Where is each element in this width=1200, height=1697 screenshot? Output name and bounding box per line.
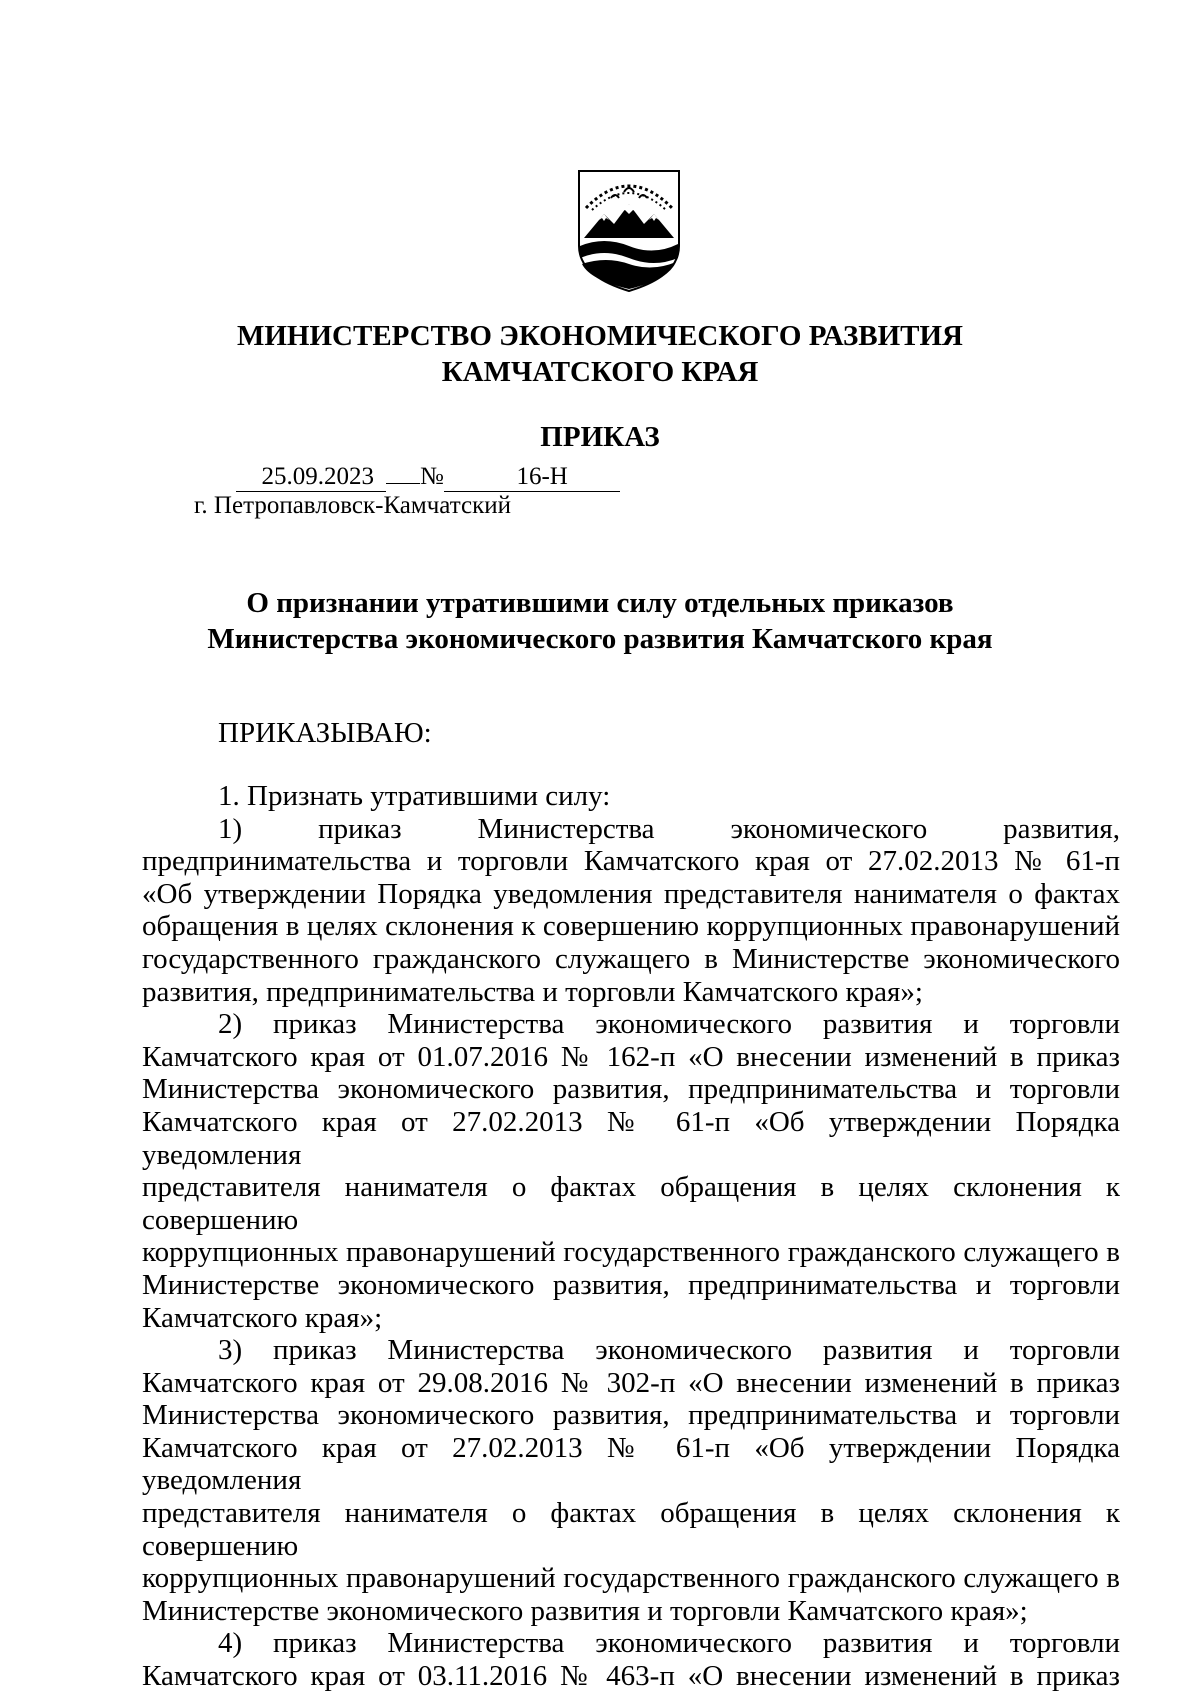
list-item (142, 813, 1120, 1009)
subject-line-1: О признании утратившими силу отдельных приказов (246, 587, 954, 619)
document-body (142, 780, 1120, 1693)
item-2-line: Камчатского края от 01.07.2016 № 162-п «О внесении изменений в приказ (142, 1040, 1120, 1073)
item-2-line: Камчатского края от 27.02.2013 № 61-п «Об утверждении Порядка уведомления (142, 1105, 1120, 1171)
item-3-line: 3) приказ Министерства экономического развития и торговли (218, 1334, 1120, 1367)
point-1: 1. Признать утратившими силу: (218, 780, 611, 812)
subject-line-2: Министерства экономического развития Камчатского края (207, 623, 993, 655)
list-item (142, 1334, 1120, 1627)
item-3-line: Министерстве экономического развития и торговли Камчатского края»; (142, 1594, 1028, 1627)
item-1-line: 1) приказ Министерства экономического развития, (218, 812, 1120, 845)
item-4-line: Камчатского края от 03.11.2016 № 463-п «О внесении изменений в приказ (142, 1660, 1120, 1693)
item-3-line: Камчатского края от 29.08.2016 № 302-п «О внесении изменений в приказ (142, 1366, 1120, 1399)
kamchatka-coat-of-arms-icon (576, 168, 682, 294)
item-2-line: Министерства экономического развития, предпринимательства и торговли (142, 1073, 1120, 1106)
item-4-line: 4) приказ Министерства экономического развития и торговли (218, 1627, 1120, 1660)
item-1-line: обращения в целях склонения к совершению коррупционных правонарушений (142, 910, 1120, 943)
organization-name-line-2: КАМЧАТСКОГО КРАЯ (441, 356, 759, 388)
item-1-line: предпринимательства и торговли Камчатского края от 27.02.2013 № 61-п (142, 845, 1120, 878)
item-3-line: Камчатского края от 27.02.2013 № 61-п «Об утверждении Порядка уведомления (142, 1431, 1120, 1497)
organization-name (0, 318, 1200, 390)
order-word: ПРИКАЗЫВАЮ: (218, 717, 432, 749)
list-item (142, 1627, 1120, 1692)
document-date: 25.09.2023 (236, 463, 386, 492)
document-city: г. Петропавловск-Камчатский (194, 492, 511, 519)
item-3-line: представителя нанимателя о фактах обращения в целях склонения к совершению (142, 1497, 1120, 1562)
date-underline (386, 483, 420, 484)
number-sign: № (420, 463, 444, 490)
date-number-line (236, 462, 620, 492)
item-1-line: «Об утверждении Порядка уведомления представителя нанимателя о фактах (142, 877, 1120, 910)
item-3-line: Министерства экономического развития, предпринимательства и торговли (142, 1399, 1120, 1432)
item-1-line: развития, предпринимательства и торговли Камчатского края»; (142, 975, 923, 1008)
document-number: 16-Н (444, 463, 620, 492)
organization-name-line-1: МИНИСТЕРСТВО ЭКОНОМИЧЕСКОГО РАЗВИТИЯ (237, 320, 963, 352)
item-3-line: коррупционных правонарушений государственного гражданского служащего в (142, 1562, 1120, 1595)
item-2-line: Камчатского края»; (142, 1301, 383, 1334)
item-2-line: представителя нанимателя о фактах обращения в целях склонения к совершению (142, 1171, 1120, 1236)
item-2-line: Министерстве экономического развития, предпринимательства и торговли (142, 1268, 1120, 1301)
list-item (142, 1008, 1120, 1334)
item-2-line: 2) приказ Министерства экономического развития и торговли (218, 1008, 1120, 1041)
item-2-line: коррупционных правонарушений государственного гражданского служащего в (142, 1236, 1120, 1269)
item-1-line: государственного гражданского служащего в Министерстве экономического (142, 942, 1120, 975)
document-type: ПРИКАЗ (540, 421, 660, 453)
document-subject (0, 585, 1200, 657)
